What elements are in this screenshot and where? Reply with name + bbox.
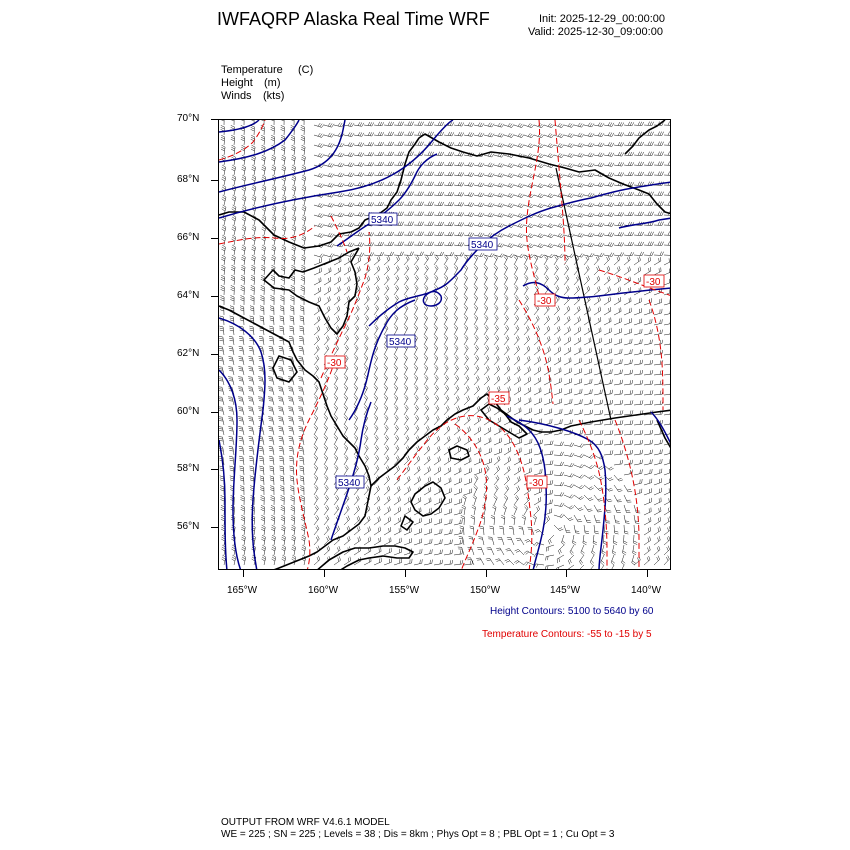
height-label: 5340 — [338, 478, 361, 489]
valid-time: Valid: 2025-12-30_09:00:00 — [528, 26, 663, 38]
lon-tick-label: 140°W — [631, 585, 662, 596]
height-contours-note: Height Contours: 5100 to 5640 by 60 — [490, 606, 654, 617]
lat-tick-label: 56°N — [177, 521, 200, 532]
lat-tick-label: 68°N — [177, 174, 200, 185]
lon-tick-label: 165°W — [227, 585, 258, 596]
temperature-contours-note: Temperature Contours: -55 to -15 by 5 — [482, 629, 652, 640]
field-unit: (kts) — [263, 90, 285, 102]
lon-tick-label: 155°W — [389, 585, 420, 596]
height-label: 5340 — [389, 337, 412, 348]
model-footer: OUTPUT FROM WRF V4.6.1 MODEL — [221, 817, 390, 828]
init-time: Init: 2025-12-29_00:00:00 — [539, 13, 665, 25]
wind-barb-field — [219, 120, 671, 570]
field-name: Temperature — [221, 64, 283, 76]
temp-label: -30 — [327, 358, 342, 369]
temperature-contours — [219, 120, 671, 570]
coastline — [219, 120, 671, 570]
wind-barbs — [219, 120, 671, 570]
temperature-contour-labels — [325, 275, 664, 489]
lon-tick-label: 150°W — [470, 585, 501, 596]
field-unit: (m) — [264, 77, 281, 89]
lon-tick-label: 145°W — [550, 585, 581, 596]
lat-tick-label: 62°N — [177, 348, 200, 359]
lat-tick-label: 70°N — [177, 113, 200, 124]
field-unit: (C) — [298, 64, 314, 76]
height-contours — [219, 120, 671, 570]
height-label: 5340 — [371, 215, 394, 226]
temp-label: -35 — [491, 394, 506, 405]
border-line — [556, 168, 611, 420]
lat-tick-label: 60°N — [177, 406, 200, 417]
height-label: 5340 — [471, 240, 494, 251]
plot-title: IWFAQRP Alaska Real Time WRF — [217, 9, 490, 29]
temp-label: -30 — [529, 478, 544, 489]
map-panel — [218, 119, 671, 570]
lat-tick-label: 64°N — [177, 290, 200, 301]
lat-tick-label: 58°N — [177, 463, 200, 474]
model-config-footer: WE = 225 ; SN = 225 ; Levels = 38 ; Dis = 8km ; Phys Opt = 8 ; PBL Opt = 1 ; Cu Opt = 3 — [221, 829, 615, 840]
temp-label: -30 — [537, 296, 552, 307]
lat-tick-label: 66°N — [177, 232, 200, 243]
field-name: Height — [221, 77, 253, 89]
lon-tick-label: 160°W — [308, 585, 339, 596]
temp-label: -30 — [646, 277, 661, 288]
field-name: Winds — [221, 90, 252, 102]
